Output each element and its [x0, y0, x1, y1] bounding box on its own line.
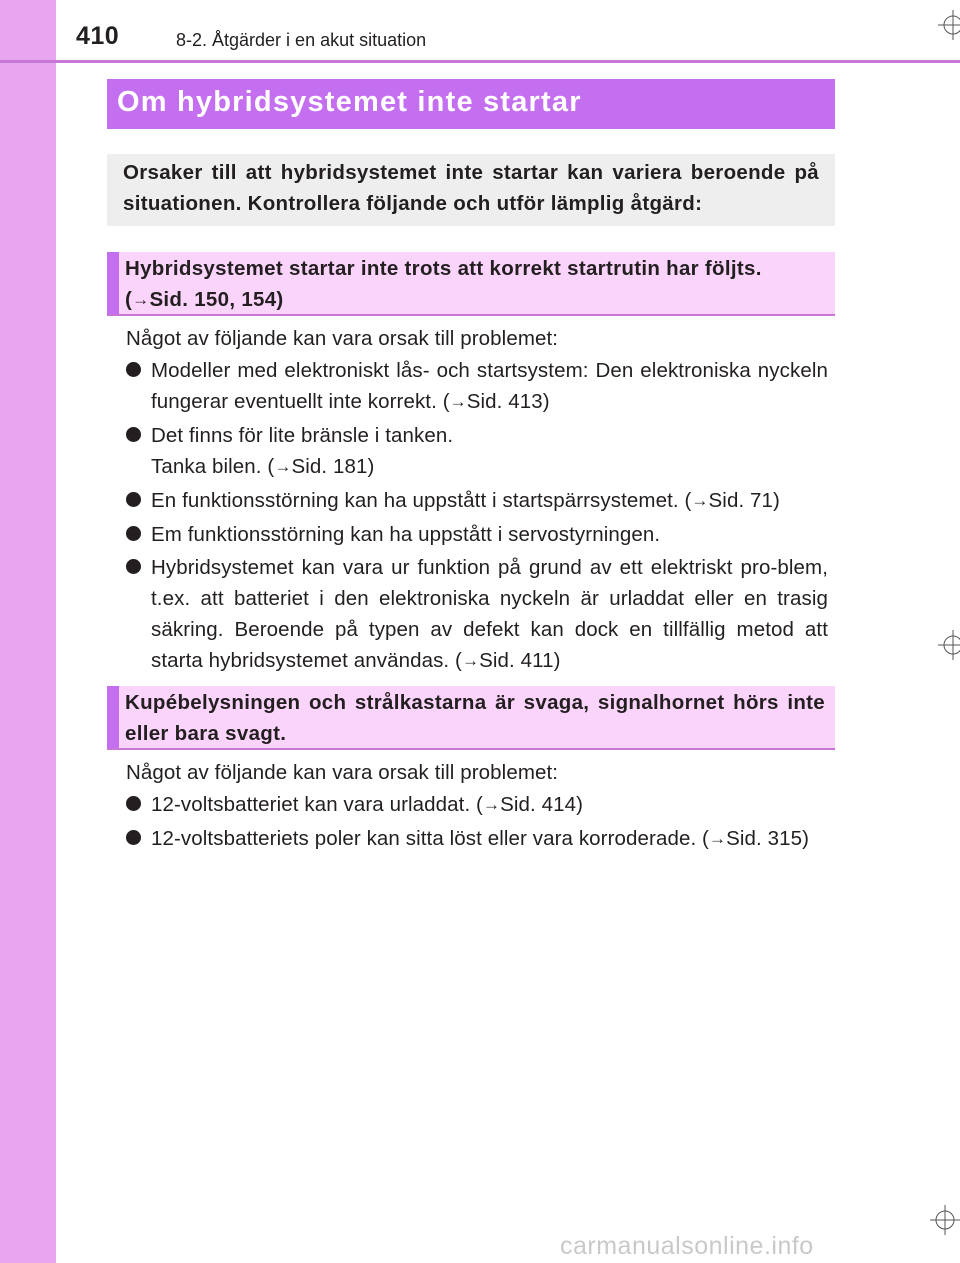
list-item: 12-voltsbatteriet kan vara urladdat. (→Sid. 414) — [126, 789, 828, 821]
list-item: En funktionsstörning kan ha uppstått i startspärrsystemet. (→Sid. 71) — [126, 485, 828, 517]
page-reference[interactable]: Sid. 315) — [726, 827, 810, 850]
list-item: Det finns för lite bränsle i tanken. Tanka bilen. (→Sid. 181) — [126, 420, 828, 483]
bullet-icon — [126, 526, 141, 541]
bullet-icon — [126, 559, 141, 574]
intro-box — [107, 154, 835, 226]
section-heading-1 — [107, 252, 835, 316]
arrow-right-icon: → — [132, 290, 150, 309]
section-label: 8-2. Åtgärder i en akut situation — [176, 30, 427, 50]
arrow-right-icon: → — [449, 392, 467, 411]
watermark: carmanualsonline.info — [560, 1232, 814, 1260]
section-heading-2-text: Kupébelysningen och strålkastarna är svaga, signalhornet hörs inte eller bara svagt. — [125, 691, 825, 745]
page-reference[interactable]: Sid. 414) — [500, 793, 584, 816]
section-heading-1-text: Hybridsystemet startar inte trots att korrekt startrutin har följts. (→Sid. 150, 154) — [125, 257, 762, 311]
registration-mark-icon — [930, 1205, 960, 1235]
page-header — [0, 0, 960, 62]
page-reference[interactable]: Sid. 71) — [708, 489, 780, 512]
arrow-right-icon: → — [274, 457, 292, 476]
section-1-lead: Något av följande kan vara orsak till problemet: — [126, 327, 559, 350]
page-title: Om hybridsystemet inte startar — [117, 86, 582, 118]
bullet-icon — [126, 492, 141, 507]
page-reference[interactable]: Sid. 411) — [479, 649, 561, 672]
arrow-right-icon: → — [461, 651, 480, 670]
header-rule — [0, 60, 960, 63]
section-2-body — [126, 757, 828, 857]
list-item: 12-voltsbatteriets poler kan sitta löst eller vara korroderade. (→Sid. 315) — [126, 823, 828, 855]
section-1-body — [126, 323, 828, 679]
section-1-list — [126, 355, 828, 677]
section-2-lead: Något av följande kan vara orsak till problemet: — [126, 761, 559, 784]
page-title-bar — [107, 79, 835, 129]
list-item: Hybridsystemet kan vara ur funktion på grund av ett elektriskt pro-blem, t.ex. att batteriet i den elektroniska nyckeln är urladdat eller en trasig säkring. Beroende på typen av defekt kan dock en tillfällig metod att starta hybridsystemet användas. (→Sid. 411) — [126, 552, 828, 677]
page-reference[interactable]: Sid. 150, 154) — [149, 288, 284, 311]
intro-text: Orsaker till att hybridsystemet inte startar kan variera beroende på situationen. Kontrollera följande och utför lämplig åtgärd: — [123, 161, 819, 215]
registration-mark-icon — [938, 10, 960, 40]
header-strip-cap — [0, 0, 56, 62]
arrow-right-icon: → — [708, 829, 727, 848]
arrow-right-icon: → — [691, 491, 709, 510]
bullet-icon — [126, 830, 141, 845]
bullet-icon — [126, 427, 141, 442]
section-heading-2 — [107, 686, 835, 750]
page-reference[interactable]: Sid. 413) — [466, 390, 550, 413]
page-reference[interactable]: Sid. 181) — [291, 455, 375, 478]
bullet-icon — [126, 362, 141, 377]
side-color-strip — [0, 0, 56, 1263]
page-number: 410 — [76, 22, 120, 50]
arrow-right-icon: → — [482, 795, 501, 814]
section-2-list — [126, 789, 828, 855]
list-item: Modeller med elektroniskt lås- och startsystem: Den elektroniska nyckeln fungerar eventuellt inte korrekt. (→Sid. 413) — [126, 355, 828, 418]
bullet-icon — [126, 796, 141, 811]
list-item: Em funktionsstörning kan ha uppstått i servostyrningen. — [126, 519, 828, 550]
registration-mark-icon — [938, 630, 960, 660]
